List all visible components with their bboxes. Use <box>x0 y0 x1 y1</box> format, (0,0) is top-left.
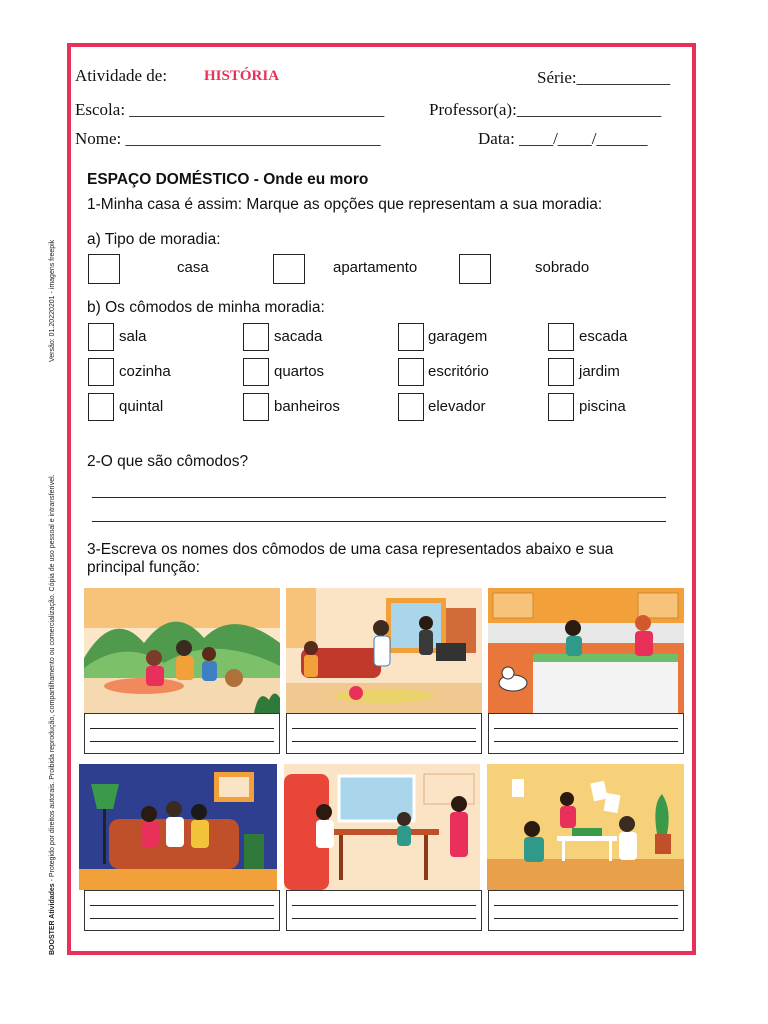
option-apartamento: apartamento <box>333 259 418 276</box>
option-sobrado: sobrado <box>535 259 590 276</box>
answer-line-2[interactable] <box>92 521 666 522</box>
data-field[interactable]: Data: ____/____/______ <box>478 129 648 148</box>
question-3-text-line1: 3-Escreva os nomes dos cômodos de uma casa representados abaixo e sua <box>87 541 614 558</box>
escola-field[interactable]: Escola: ______________________________ <box>75 100 385 119</box>
question-2-text: 2-O que são cômodos? <box>87 453 249 470</box>
option-piscina: piscina <box>579 398 626 415</box>
checkbox-sacada[interactable] <box>243 323 269 351</box>
question-1a-label: a) Tipo de moradia: <box>87 231 221 248</box>
checkbox-elevador[interactable] <box>398 393 424 421</box>
image-jardim-picnic <box>84 588 280 713</box>
checkbox-casa[interactable] <box>88 254 120 284</box>
answer-box-6[interactable] <box>488 890 684 931</box>
serie-field[interactable]: Série:___________ <box>537 68 671 87</box>
option-garagem: garagem <box>428 328 488 345</box>
option-casa: casa <box>177 259 209 276</box>
option-banheiros: banheiros <box>274 398 340 415</box>
professor-field[interactable]: Professor(a):_________________ <box>429 100 662 119</box>
answer-box-1[interactable] <box>84 713 280 754</box>
image-sala-cleaning <box>286 588 482 713</box>
checkbox-apartamento[interactable] <box>273 254 305 284</box>
answer-box-2[interactable] <box>286 713 482 754</box>
subject-value: HISTÓRIA <box>204 68 280 84</box>
image-quarto-brincar <box>487 764 684 890</box>
option-sala: sala <box>119 328 147 345</box>
checkbox-sobrado[interactable] <box>459 254 491 284</box>
checkbox-escritorio[interactable] <box>398 358 424 386</box>
checkbox-sala[interactable] <box>88 323 114 351</box>
nome-field[interactable]: Nome: ______________________________ <box>75 129 381 148</box>
option-escritorio: escritório <box>428 363 489 380</box>
activity-label: Atividade de: <box>75 66 168 85</box>
checkbox-banheiros[interactable] <box>243 393 269 421</box>
image-sala-tv <box>79 764 277 890</box>
answer-box-5[interactable] <box>286 890 482 931</box>
worksheet-title: ESPAÇO DOMÉSTICO - Onde eu moro <box>87 171 369 188</box>
question-1-text: 1-Minha casa é assim: Marque as opções que representam a sua moradia: <box>87 196 603 213</box>
checkbox-piscina[interactable] <box>548 393 574 421</box>
option-elevador: elevador <box>428 398 486 415</box>
option-jardim: jardim <box>579 363 620 380</box>
image-cozinha <box>488 588 684 713</box>
copyright-brand: BOOSTER Atividades <box>49 883 56 955</box>
option-escada: escada <box>579 328 628 345</box>
answer-box-4[interactable] <box>84 890 280 931</box>
copyright-text: - Protegido por direitos autorais. Proibida reprodução, compartilhamento ou comercialização. Cópia de uso pessoal e intransferível. <box>49 474 56 884</box>
image-sala-de-jantar <box>284 764 480 890</box>
answer-box-3[interactable] <box>488 713 684 754</box>
checkbox-quartos[interactable] <box>243 358 269 386</box>
option-cozinha: cozinha <box>119 363 171 380</box>
checkbox-cozinha[interactable] <box>88 358 114 386</box>
answer-line-1[interactable] <box>92 497 666 498</box>
copyright-note <box>49 474 56 955</box>
checkbox-jardim[interactable] <box>548 358 574 386</box>
option-quintal: quintal <box>119 398 164 415</box>
version-note: Versão: 01.20220201 - imagens freepik <box>49 239 56 362</box>
option-quartos: quartos <box>274 363 325 380</box>
checkbox-escada[interactable] <box>548 323 574 351</box>
checkbox-quintal[interactable] <box>88 393 114 421</box>
option-sacada: sacada <box>274 328 323 345</box>
question-1b-label: b) Os cômodos de minha moradia: <box>87 299 325 316</box>
checkbox-garagem[interactable] <box>398 323 424 351</box>
question-3-text-line2: principal função: <box>87 559 200 576</box>
